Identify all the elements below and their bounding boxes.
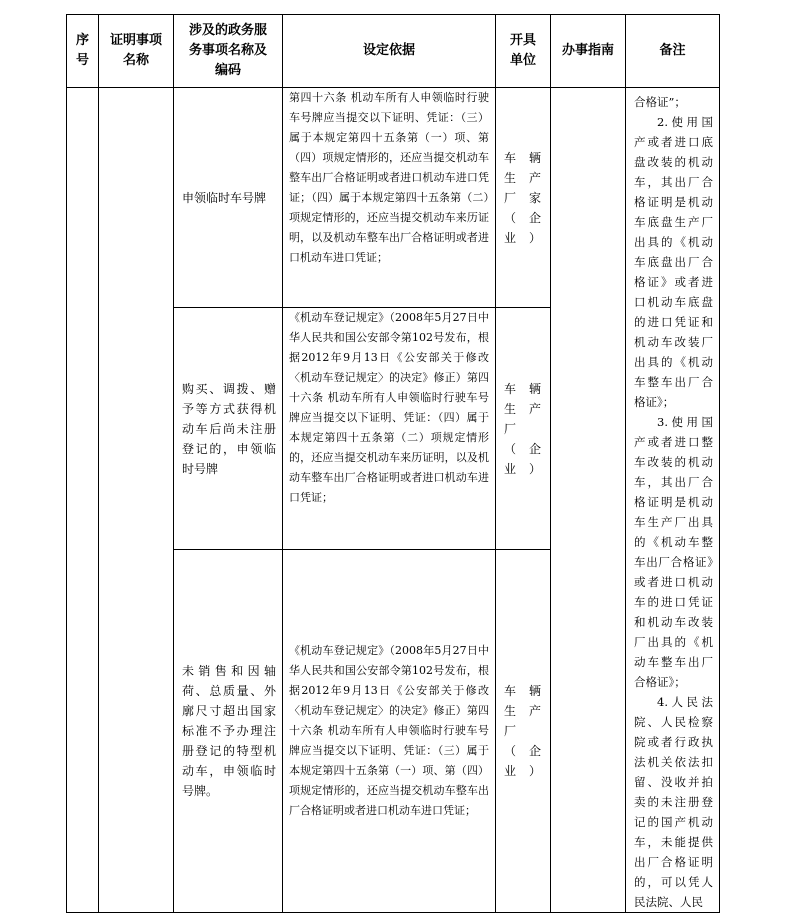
remark-paragraph: 4.人民法院、人民检察院或者行政执法机关依法扣留、没收并拍卖的未注册登记的国产机动车，未能提供出厂合格证明的，可以凭人民法院、人民 [634, 695, 713, 909]
remark-paragraph: 3.使用国产或者进口整车改装的机动车，其出厂合格证明是机动车生产厂出具的《机动车整车出厂合格证》或者进口机动车的进口凭证和机动车改装厂出具的《机动车整车出厂合格证》； [634, 415, 713, 689]
item-name-cell [99, 88, 174, 913]
remark-paragraph: 合格证”； [634, 95, 686, 109]
header-guide: 办事指南 [551, 15, 626, 88]
service-name-cell: 未销售和因轴荷、总质量、外廓尺寸超出国家标准不予办理注册登记的特型机动车，申领临时号牌。 [174, 550, 283, 913]
seq-cell [67, 88, 99, 913]
certificate-items-table [66, 14, 720, 913]
table-header-row [67, 15, 720, 88]
header-issuer: 开具 单位 [496, 15, 551, 88]
header-service-name: 涉及的政务服 务事项名称及 编码 [174, 15, 283, 88]
table-row [67, 88, 720, 308]
service-name-cell: 申领临时车号牌 [174, 88, 283, 308]
header-remark: 备注 [626, 15, 720, 88]
header-item-name: 证明事项 名称 [99, 15, 174, 88]
header-basis: 设定依据 [283, 15, 496, 88]
guide-cell [551, 88, 626, 913]
remark-paragraph: 2.使用国产或者进口底盘改装的机动车，其出厂合格证明是机动车底盘生产厂出具的《机动车底盘出厂合格证》或者进口机动车底盘的进口凭证和机动车改装厂出具的《机动车整车出厂合格证》； [634, 115, 713, 409]
basis-cell: 《机动车登记规定》（2008年5月27日中华人民共和国公安部令第102号发布，根据2012年9月13日《公安部关于修改〈机动车登记规定〉的决定》修正）第四十六条 机动车所有人申领临时行驶车号牌应当提交以下证明、凭证：（三）属于本规定第四十五条第（一）项、第（四）项规定情形的，还应当提交机动车整车出厂合格证明或者进口机动车进口凭证； [283, 550, 496, 913]
remark-cell [626, 88, 720, 913]
issuer-cell: 车辆生产厂（企业） [496, 308, 551, 550]
service-name-cell: 购买、调拨、赠予等方式获得机动车后尚未注册登记的，申领临时号牌 [174, 308, 283, 550]
issuer-cell: 车辆生产厂家（企业） [496, 88, 551, 308]
header-seq: 序 号 [67, 15, 99, 88]
issuer-cell: 车辆生产厂（企业） [496, 550, 551, 913]
basis-cell: 第四十六条 机动车所有人申领临时行驶车号牌应当提交以下证明、凭证：（三）属于本规定第四十五条第（一）项、第（四）项规定情形的，还应当提交机动车整车出厂合格证明或者进口机动车进口凭证；（四）属于本规定第四十五条第（二）项规定情形的，还应当提交机动车来历证明，以及机动车整车出厂合格证明或者进口机动车进口凭证； [283, 88, 496, 308]
basis-cell: 《机动车登记规定》（2008年5月27日中华人民共和国公安部令第102号发布，根据2012年9月13日《公安部关于修改〈机动车登记规定〉的决定》修正）第四十六条 机动车所有人申领临时行驶车号牌应当提交以下证明、凭证：（四）属于本规定第四十五条第（二）项规定情形的，还应当提交机动车来历证明，以及机动车整车出厂合格证明或者进口机动车进口凭证； [283, 308, 496, 550]
